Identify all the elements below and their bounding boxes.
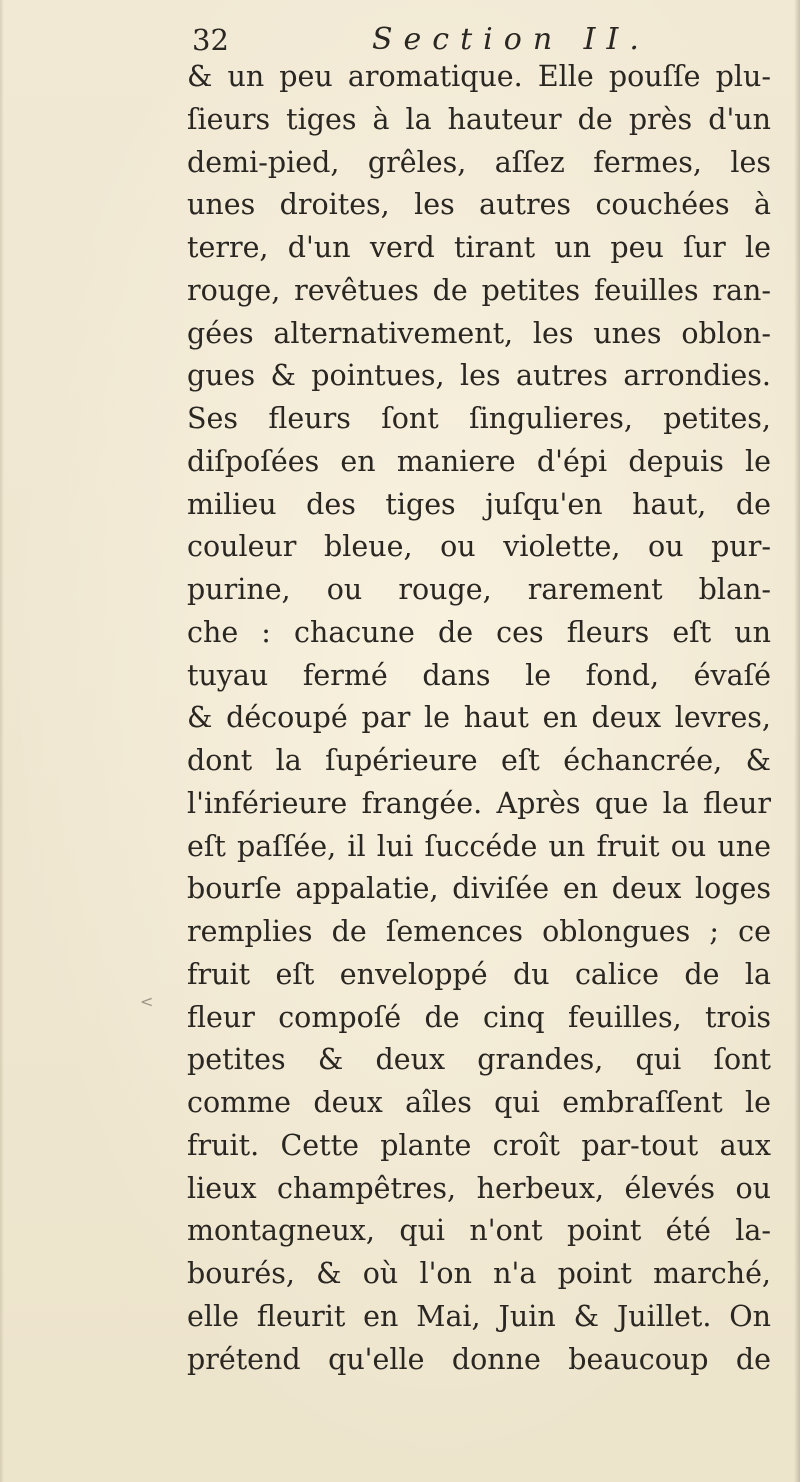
text-line: petites & deux grandes, qui ſont <box>187 1043 771 1077</box>
text-line: dont la ſupérieure eſt échancrée, & <box>187 744 771 777</box>
text-line: montagneux, qui n'ont point été la- <box>187 1214 771 1248</box>
text-line: ſieurs tiges à la hauteur de près d'un <box>187 102 771 136</box>
running-title: Section II. <box>372 22 650 57</box>
text-line: unes droites, les autres couchées à <box>187 188 771 222</box>
text-line: gues & pointues, les autres arrondies. <box>187 359 771 393</box>
text-line: fleur compoſé de cinq feuilles, trois <box>187 1000 771 1034</box>
body-text <box>187 56 771 1381</box>
page-gutter-shadow <box>0 0 4 1482</box>
text-line: diſpoſées en maniere d'épi depuis le <box>187 444 771 478</box>
text-line: tuyau fermé dans le fond, évaſé <box>187 658 771 692</box>
text-line: che : chacune de ces fleurs eſt un <box>187 615 771 649</box>
text-line: & découpé par le haut en deux levres, <box>187 701 771 735</box>
page-edge-shadow <box>794 0 800 1482</box>
text-line: bourés, & où l'on n'a point marché, <box>187 1257 771 1290</box>
text-line: Ses fleurs ſont ſingulieres, petites, <box>187 402 771 435</box>
page-header <box>192 22 712 58</box>
text-line: prétend qu'elle donne beaucoup de <box>187 1342 771 1376</box>
text-line: l'inférieure frangée. Après que la fleur <box>187 786 771 820</box>
text-line: comme deux aîles qui embraſſent le <box>187 1086 771 1119</box>
text-line: rouge, revêtues de petites feuilles ran- <box>187 273 771 307</box>
text-line: fruit eſt enveloppé du calice de la <box>187 957 771 991</box>
text-line: bourſe appalatie, diviſée en deux loges <box>187 872 771 906</box>
margin-mark: < <box>140 992 154 1011</box>
text-line: couleur bleue, ou violette, ou pur- <box>187 530 771 564</box>
text-line: terre, d'un verd tirant un peu ſur le <box>187 231 771 264</box>
text-line: demi-pied, grêles, aſſez fermes, les <box>187 145 771 179</box>
text-line: elle fleurit en Mai, Juin & Juillet. On <box>187 1299 771 1333</box>
text-line: eſt paſſée, il lui ſuccéde un fruit ou une <box>187 829 771 863</box>
text-line: milieu des tiges juſqu'en haut, de <box>187 487 771 521</box>
text-line: remplies de ſemences oblongues ; ce <box>187 915 771 948</box>
text-line: lieux champêtres, herbeux, élevés ou <box>187 1171 771 1205</box>
text-line: gées alternativement, les unes oblon- <box>187 316 771 350</box>
text-line: fruit. Cette plante croît par-tout aux <box>187 1128 771 1162</box>
text-line: purine, ou rouge, rarement blan- <box>187 573 771 606</box>
page-number: 32 <box>192 23 229 57</box>
text-line: & un peu aromatique. Elle pouſſe plu- <box>187 60 771 93</box>
